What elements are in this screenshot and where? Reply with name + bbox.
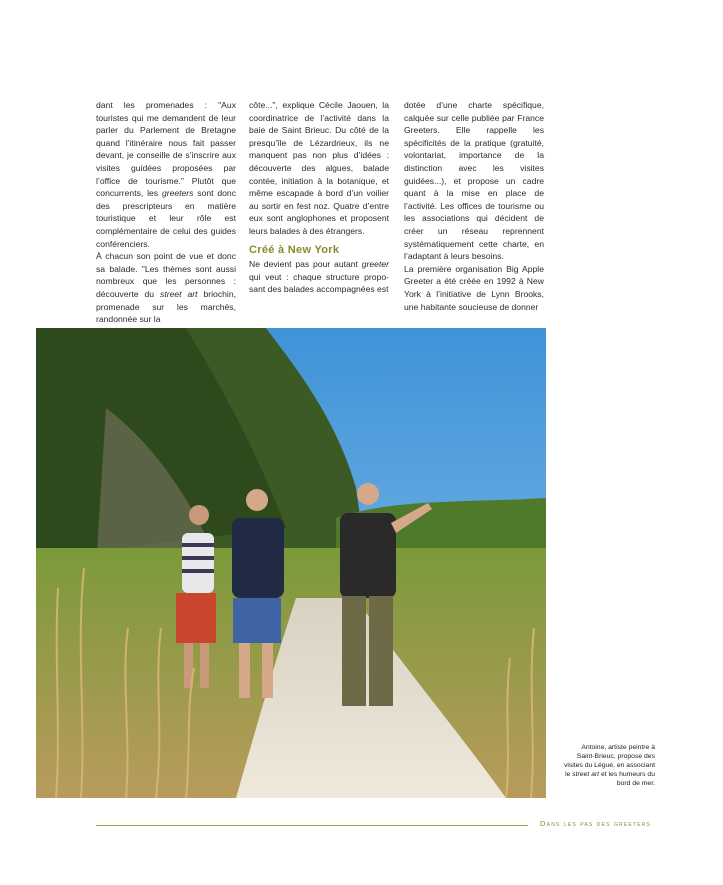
- footer-rule: [96, 825, 528, 826]
- caption-text: [563, 743, 655, 788]
- paragraph-text: briochin, promenade sur les marchés, randonnée sur la: [96, 288, 236, 325]
- paragraph-text: À chacun son point de vue et donc sa balade. "Les thèmes sont aussi nombreux que les personnes : découverte du: [96, 251, 236, 299]
- paragraph: La première organisation Big Apple Greeter a été créée en 1992 à New York à l’initiative de Lynn Brooks, une habitante soucieuse de donner: [404, 263, 544, 312]
- walkers-photo: [36, 328, 546, 798]
- paragraph-text: Ne devient pas pour autant: [249, 259, 362, 270]
- italic-term: street art: [572, 771, 600, 778]
- footer-running-title: Dans les pas des greeters: [540, 819, 652, 828]
- article-column-3: [404, 99, 544, 313]
- paragraph: [96, 250, 236, 326]
- section-heading: Créé à New York: [249, 243, 340, 256]
- paragraph-text: sont donc des prescripteurs en matière touristique et leur rôle est complémentaire de celui des guides conférenciers.: [96, 188, 236, 249]
- italic-term: street art: [160, 288, 198, 299]
- paragraph: [96, 99, 236, 250]
- italic-term: greeter: [361, 259, 389, 270]
- paragraph: côte...", explique Cécile Jaouen, la coordinatrice de l’activité dans la baie de Saint Brieuc. Du côté de la presqu’île de Lézardrieux, ils ne manquent pas non plus d’idées : découverte des algues, balade contée, initiation à la botanique, et même escapade à bord d’un voilier au sortir en fest noz. Quatre d’entre eux sont anglophones et proposent leurs balades à des étrangers.: [249, 100, 389, 236]
- paragraph: [249, 258, 389, 296]
- paragraph: dotée d’une charte spécifique, calquée sur celle publiée par France Greeters. Elle rappelle les spécificités de la pratique (gratuité, volontariat, importance de la distinction avec les visites guidées...), et propose un cadre quant à la mise en place de l’activité. Les offices de tourisme ou les associations qui décident de créer un réseau reprennent systématiquement cette charte, en l’adaptant à leurs besoins.: [404, 100, 544, 262]
- caption-text-b: et les humeurs du bord de mer.: [599, 771, 655, 787]
- italic-term: greeters: [161, 188, 194, 199]
- paragraph-text: qui veut : chaque structure propo- sant des balades accompagnées est: [249, 271, 389, 295]
- paragraph-text: dant les promenades : "Aux touristes qui me demandent de leur parler du Parlement de Bretagne quand l’itinéraire nous fait passer devant, je conseille de s’inscrire aux visites guidées proposées par l’office de tourisme." Plutôt que concurrents, les: [96, 100, 236, 199]
- caption-text-a: Antoine, artiste peintre à Saint-Brieuc, propose des visites du Légué, en associant le: [563, 744, 655, 778]
- photo-caption: [563, 743, 655, 788]
- article-column-2: [249, 99, 389, 296]
- article-column-1: [96, 99, 236, 326]
